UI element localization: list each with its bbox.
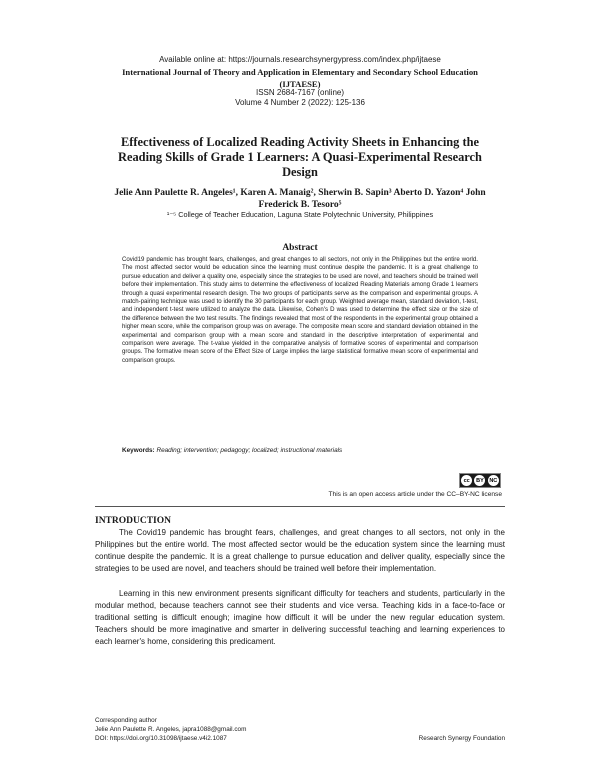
cc-icon: cc bbox=[461, 475, 472, 486]
author-list: Jelie Ann Paulette R. Angeles¹, Karen A. Manaig², Sherwin B. Sapin³ Aberto D. Yazon⁴ John Frederick B. Tesoro⁵ bbox=[114, 188, 486, 210]
corresponding-author-block bbox=[95, 717, 246, 743]
introduction-paragraph-2: Learning in this new environment presents significant difficulty for teachers and students, particularly in the modular method, because teachers cannot see their students and vice versa. Teaching kids in a face-to-face or traditional setting is difficult enough; imagine how difficult it will be under the new regular education system. Teachers should be more imaginative and smarter in delivering successful teaching and learning experiences to each learner's home, considering this predicament. bbox=[95, 589, 505, 646]
nc-icon: NC bbox=[488, 475, 499, 486]
keywords-text: Reading; intervention; pedagogy; localized; instructional materials bbox=[156, 447, 343, 454]
corresponding-label: Corresponding author bbox=[95, 717, 157, 724]
by-icon: BY bbox=[474, 475, 485, 486]
divider bbox=[95, 506, 505, 507]
cc-license-badge[interactable] bbox=[459, 473, 501, 488]
publisher: Research Synergy Foundation bbox=[418, 735, 505, 742]
issn: ISSN 2684-7167 (online) bbox=[255, 88, 345, 97]
abstract-heading: Abstract bbox=[282, 243, 318, 253]
corresponding-author: Jelie Ann Paulette R. Angeles, japra1088@gmail.com bbox=[95, 725, 247, 733]
introduction-heading: INTRODUCTION bbox=[95, 516, 172, 526]
journal-name: International Journal of Theory and Application in Elementary and Secondary School Education bbox=[122, 67, 478, 77]
available-online-link[interactable]: Available online at: https://journals.researchsynergypress.com/index.php/ijtaese bbox=[159, 55, 441, 64]
license-text: This is an open access article under the CC–BY-NC license bbox=[328, 491, 502, 498]
journal-header bbox=[80, 66, 520, 90]
abstract-text: Covid19 pandemic has brought fears, challenges, and great changes to all sectors, not only in the Philippines but the entire world. The most affected sector would be education since the learning must continue despite the pandemic. It is a great challenge to pursue education and deliver a quality one, especially since the strategies to be used are novel, and teachers should be trained well before their implementation. This study aims to determine the effectiveness of localized Reading Materials among Grade 1 learners through a quasi experimental research design. The two groups of participants serve as the comparison and experimental groups. A match-pairing technique was used to identify the 30 participants for each group. Weighted average mean, standard deviation, t-test, and independent t-test were utilized to analyze the data. Likewise, Cohen's D was used to determine the effect size or the size of the difference between the two test results. The findings revealed that most of the respondents in the experimental group obtained a higher mean score, while the comparison group was on average. The composite mean score and standard deviation obtained in the experimental and comparison group with a mean score and standard in the descriptive interpretation of experimental and comparison were average. The t-value yielded in the comparative analysis of formative scores of experimental and comparison groups. The formative mean score of the Effect Size of Large implies the large statistical formative mean score of experimental and comparison groups. bbox=[122, 256, 478, 364]
doi-link[interactable]: DOI: https://doi.org/10.31098/ijtaese.v4i2.1087 bbox=[95, 734, 227, 742]
keywords-label: Keywords: bbox=[122, 447, 155, 454]
journal-abbrev: (IJTAESE) bbox=[279, 79, 321, 89]
affiliation: ¹⁻⁵ College of Teacher Education, Laguna State Polytechnic University, Philippines bbox=[166, 210, 434, 219]
introduction-paragraph-1: The Covid19 pandemic has brought fears, challenges, and great changes to all sectors, not only in the Philippines but the entire world. The most affected sector would be the education system since the learning must continue despite the pandemic. It is a great challenge to pursue education and deliver quality, especially since the strategies to be used are novel, and teachers should be trained well before their implementation. bbox=[95, 528, 505, 573]
keywords bbox=[122, 447, 482, 454]
article-title: Effectiveness of Localized Reading Activity Sheets in Enhancing the Reading Skills of Grade 1 Learners: A Quasi-Experimental Research Design bbox=[118, 135, 482, 179]
volume-info: Volume 4 Number 2 (2022): 125-136 bbox=[235, 98, 365, 107]
